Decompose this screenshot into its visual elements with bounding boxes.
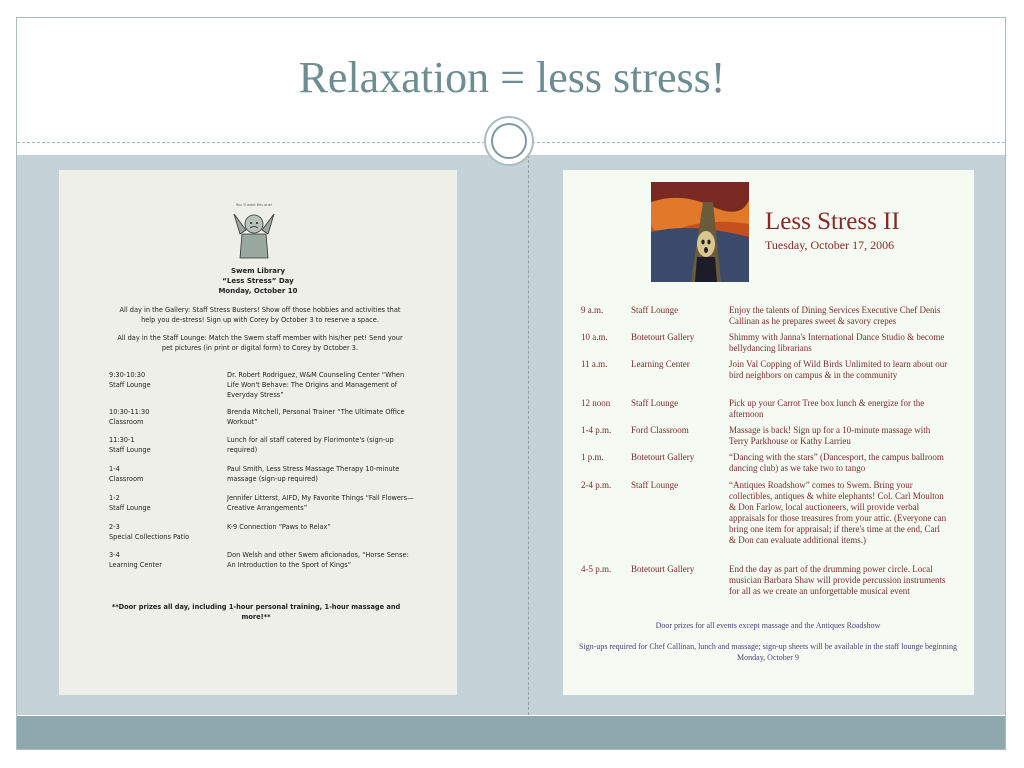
signup-note: Sign-ups required for Chef Callinan, lunch and massage; sign-up sheets will be available in the staff lounge beginning Monday, October 9 xyxy=(579,642,957,662)
flyer-title: Less Stress II xyxy=(765,208,900,235)
schedule-venue: Staff Lounge xyxy=(631,305,679,315)
schedule-time: 12 noon xyxy=(581,398,611,408)
schedule-time: 3-4 xyxy=(109,551,120,559)
schedule-place: Classroom xyxy=(109,475,144,483)
schedule-desc: Paul Smith, Less Stress Massage Therapy 10-minute massage (sign-up required) xyxy=(227,465,400,483)
schedule-time: 9:30-10:30 xyxy=(109,371,146,379)
header-line-library: Swem Library xyxy=(230,267,286,275)
flyer-date: Tuesday, October 17, 2006 xyxy=(765,238,895,252)
door-prizes-note: **Door prizes all day, including 1-hour personal training, 1-hour massage and more!** xyxy=(111,603,401,621)
schedule-venue: Staff Lounge xyxy=(631,398,679,408)
schedule-venue: Botetourt Gallery xyxy=(631,452,695,462)
center-divider xyxy=(528,155,529,715)
schedule-time: 9 a.m. xyxy=(581,305,604,315)
schedule-time: 2-4 p.m. xyxy=(581,480,612,490)
schedule-place: Staff Lounge xyxy=(109,381,151,389)
schedule-desc: “Antiques Roadshow” comes to Swem. Bring your collectibles, antiques & white elephants! Col. Carl Moulton & Don Farlow, local auctioneers, will provide verbal appraisals for those treasures from your attic. (Everyone can bring one item for appraisal; if there's time at the end, Carl & Don can evaluate additional items.) xyxy=(729,480,947,545)
schedule-desc: End the day as part of the drumming power circle. Local musician Barbara Shaw will provide percussion instruments for all as we create an unforgettable musical event xyxy=(729,564,946,596)
schedule-venue: Staff Lounge xyxy=(631,480,679,490)
schedule-time: 4-5 p.m. xyxy=(581,564,612,574)
schedule-venue: Ford Classroom xyxy=(631,425,689,435)
divider-circle-inner xyxy=(491,123,527,159)
door-prizes-note: Door prizes for all events except massage and the Antiques Roadshow xyxy=(655,621,881,630)
schedule-venue: Learning Center xyxy=(631,359,690,369)
header-line-date: Monday, October 10 xyxy=(218,287,298,295)
schedule-desc: K-9 Connection “Paws to Relax” xyxy=(227,523,331,531)
mascot-caption: You 'll want this one! xyxy=(235,203,273,207)
schedule-desc: Brenda Mitchell, Personal Trainer “The Ultimate Office Workout” xyxy=(227,408,405,426)
schedule-time: 10:30-11:30 xyxy=(109,408,150,416)
schedule-place: Classroom xyxy=(109,418,144,426)
schedule-desc: “Dancing with the stars” (Dancesport, the campus ballroom dancing club) as we take two to tango xyxy=(729,452,944,473)
schedule-desc: Massage is back! Sign up for a 10-minute massage with Terry Parkhouse or Kathy Larrieu xyxy=(729,425,931,446)
schedule-desc: Enjoy the talents of Dining Services Executive Chef Denis Callinan as he prepares sweet & savory crepes xyxy=(729,305,941,326)
schedule-desc: Jennifer Litterst, AIFD, My Favorite Things “Fall Flowers—Creative Arrangements” xyxy=(227,494,414,512)
flyer-header xyxy=(59,266,457,296)
slide-title: Relaxation = less stress! xyxy=(298,53,726,102)
schedule-time: 2-3 xyxy=(109,523,120,531)
schedule-venue: Botetourt Gallery xyxy=(631,332,695,342)
schedule-time: 1 p.m. xyxy=(581,452,604,462)
schedule-desc: Pick up your Carrot Tree box lunch & energize for the afternoon xyxy=(729,398,925,419)
swem-less-stress-flyer xyxy=(59,170,457,695)
schedule-time: 1-2 xyxy=(109,494,120,502)
schedule-time: 10 a.m. xyxy=(581,332,608,342)
stressed-mascot-icon xyxy=(226,200,282,262)
schedule-place: Staff Lounge xyxy=(109,504,151,512)
schedule-time: 11 a.m. xyxy=(581,359,608,369)
gallery-paragraph: All day in the Gallery: Staff Stress Busters! Show off those hobbies and activities that help you de-stress! Sign up with Corey by October 3 to reserve a space. xyxy=(119,306,401,324)
schedule-time: 1-4 p.m. xyxy=(581,425,612,435)
schedule-desc: Dr. Robert Rodriguez, W&M Counseling Center “When Life Won't Behave: The Origins and Management of Everyday Stress” xyxy=(227,371,405,399)
schedule-desc: Join Val Copping of Wild Birds Unlimited to learn about our bird neighbors on campus & in the community xyxy=(729,359,948,380)
schedule-time: 1-4 xyxy=(109,465,120,473)
divider-circle-ornament xyxy=(484,116,534,166)
schedule-place: Staff Lounge xyxy=(109,446,151,454)
header-line-event: “Less Stress” Day xyxy=(222,277,294,285)
lounge-paragraph: All day in the Staff Lounge: Match the Swem staff member with his/her pet! Send your pet pictures (in print or digital form) to Corey by October 3. xyxy=(117,334,403,352)
less-stress-ii-flyer xyxy=(563,170,974,695)
schedule-time: 11:30-1 xyxy=(109,436,135,444)
schedule-venue: Botetourt Gallery xyxy=(631,564,695,574)
photo-panel xyxy=(17,155,1005,715)
schedule-place: Special Collections Patio xyxy=(109,533,190,541)
schedule-desc: Shimmy with Janna's International Dance Studio & become bellydancing librarians xyxy=(729,332,945,353)
footer-bar xyxy=(17,716,1005,749)
schedule-desc: Lunch for all staff catered by Florimonte's (sign-up required) xyxy=(227,436,394,454)
schedule-desc: Don Welsh and other Swem aficionados, “Horse Sense: An Introduction to the Sport of Kings” xyxy=(227,551,409,569)
schedule-place: Learning Center xyxy=(109,561,162,569)
scream-painting-image xyxy=(651,182,749,282)
